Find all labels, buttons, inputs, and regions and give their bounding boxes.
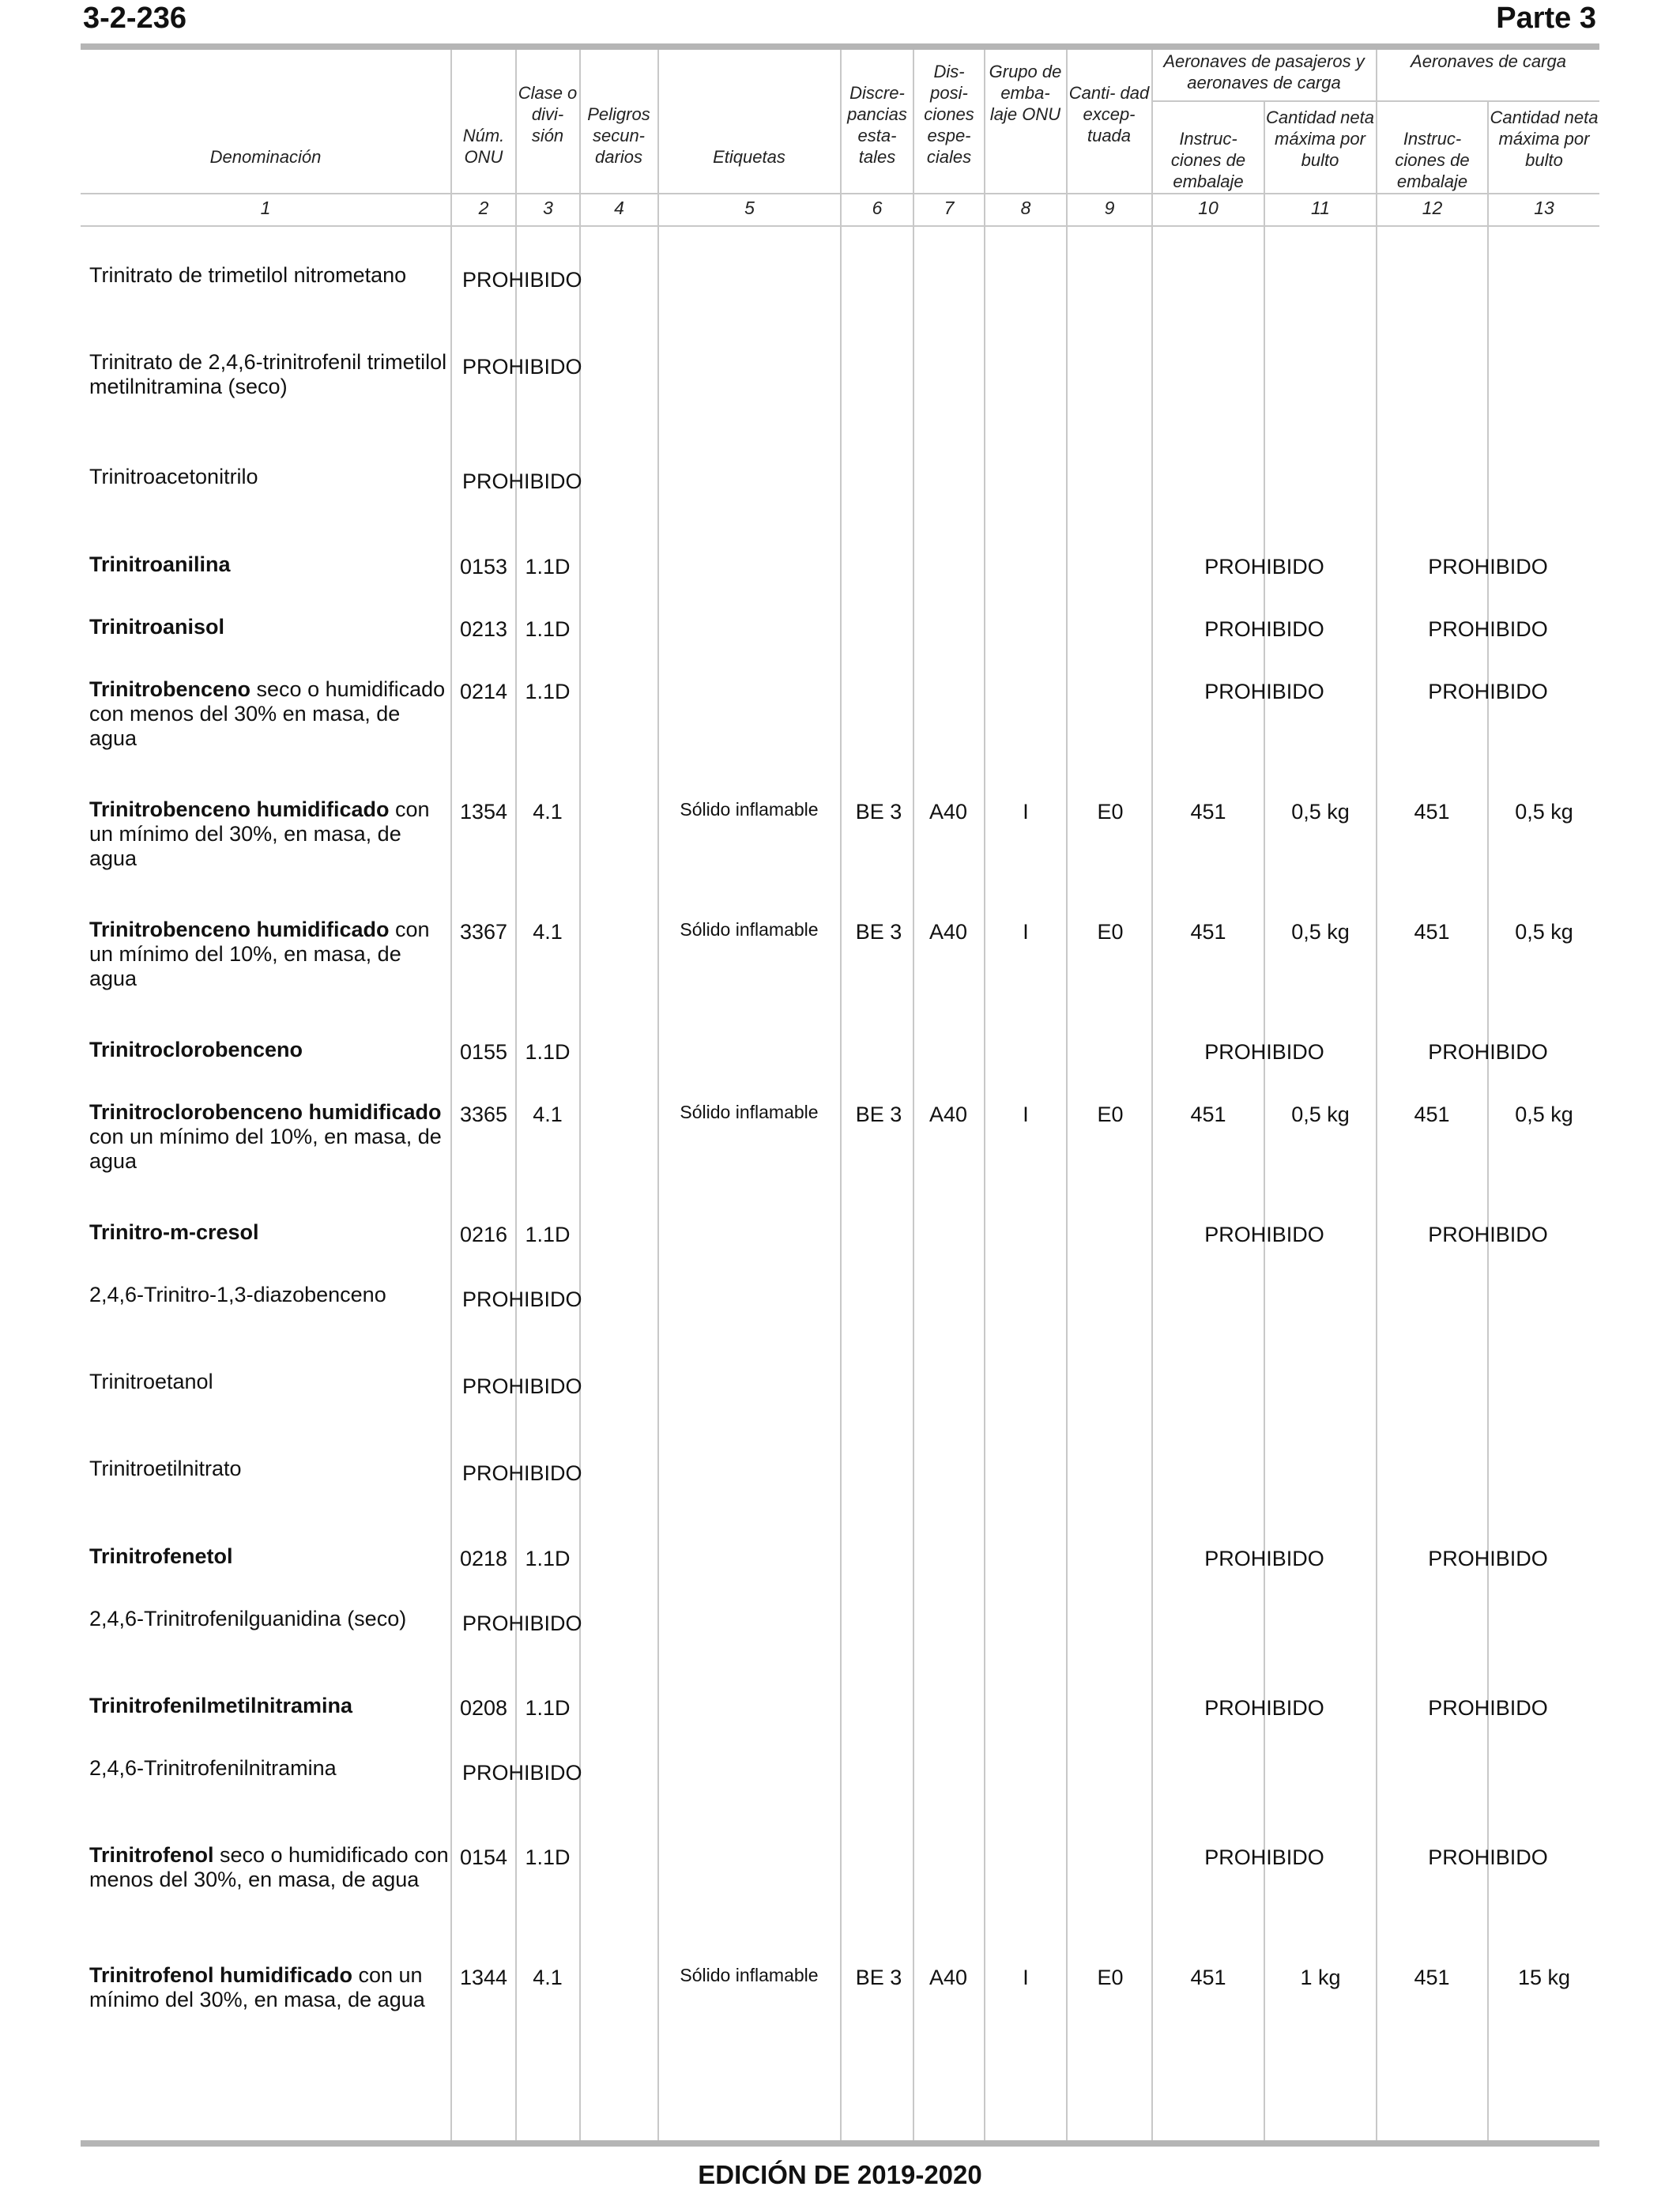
substance-name-rest: con un mínimo del 10%, en masa, de agua	[89, 1125, 442, 1173]
packing-instruction-passenger: 451	[1190, 1103, 1226, 1126]
column-number: 7	[944, 198, 955, 218]
packing-group: I	[1023, 1966, 1029, 1989]
column-number-rule	[81, 225, 1599, 227]
class-division: 1.1D	[525, 555, 571, 579]
substance-name-rest: Trinitrato de trimetilol nitrometano	[89, 263, 407, 287]
cargo-prohibited: PROHIBIDO	[1428, 555, 1548, 579]
passenger-prohibited: PROHIBIDO	[1204, 1547, 1324, 1570]
state-variation: BE 3	[855, 1966, 902, 1989]
substance-name	[89, 1283, 449, 1307]
un-number: 3367	[459, 920, 508, 944]
col-divider	[1066, 50, 1068, 2140]
excepted-quantity: E0	[1097, 1103, 1124, 1126]
class-division: 1.1D	[525, 1547, 571, 1570]
max-quantity-passenger: 0,5 kg	[1291, 800, 1350, 824]
hazard-label: Sólido inflamable	[680, 1965, 819, 1985]
header-cantidad-exceptuada: Canti- dad excep- tuada	[1068, 83, 1150, 145]
cargo-prohibited: PROHIBIDO	[1428, 680, 1548, 703]
un-number: 1354	[459, 800, 508, 824]
header-instrucciones-carga: Instruc- ciones de embalaje	[1395, 129, 1470, 191]
substance-name-rest: Trinitroetilnitrato	[89, 1457, 242, 1480]
prohibited-status: PROHIBIDO	[462, 268, 582, 292]
state-variation: BE 3	[855, 1103, 902, 1126]
packing-instruction-cargo: 451	[1414, 920, 1450, 944]
top-rule	[81, 43, 1599, 50]
un-number: 0153	[459, 555, 508, 579]
header-disposiciones: Dis- posi- ciones espe- ciales	[924, 62, 974, 167]
substance-name	[89, 1756, 449, 1781]
class-division: 1.1D	[525, 1040, 571, 1064]
substance-name	[89, 1220, 449, 1245]
excepted-quantity: E0	[1097, 800, 1124, 824]
class-division: 1.1D	[525, 1223, 571, 1246]
substance-name	[89, 552, 449, 577]
prohibited-status: PROHIBIDO	[462, 1374, 582, 1398]
substance-name-bold: Trinitrofenilmetilnitramina	[89, 1694, 353, 1717]
substance-name-bold: Trinitrofenol humidificado	[89, 1963, 352, 1987]
column-number: 4	[614, 198, 624, 218]
max-quantity-passenger: 1 kg	[1300, 1966, 1341, 1989]
substance-name-bold: Trinitrofenol	[89, 1843, 214, 1867]
column-number: 11	[1311, 198, 1330, 218]
col-divider	[913, 50, 914, 2140]
max-quantity-passenger: 0,5 kg	[1291, 920, 1350, 944]
un-number: 0216	[459, 1223, 508, 1246]
state-variation: BE 3	[855, 800, 902, 824]
special-provision: A40	[929, 800, 968, 824]
hazard-label: Sólido inflamable	[680, 799, 819, 820]
class-division: 1.1D	[525, 1696, 571, 1720]
packing-instruction-cargo: 451	[1414, 1103, 1450, 1126]
header-group-pasajeros: Aeronaves de pasajeros y aeronaves de carga	[1163, 51, 1365, 92]
special-provision: A40	[929, 920, 968, 944]
substance-name	[89, 350, 449, 399]
cargo-prohibited: PROHIBIDO	[1428, 1547, 1548, 1570]
cargo-prohibited: PROHIBIDO	[1428, 1223, 1548, 1246]
passenger-prohibited: PROHIBIDO	[1204, 680, 1324, 703]
substance-name-rest: con un mínimo del 10%, en masa, de agua	[89, 918, 430, 990]
hazard-label: Sólido inflamable	[680, 919, 819, 940]
excepted-quantity: E0	[1097, 920, 1124, 944]
substance-name	[89, 1694, 449, 1718]
header-num-onu: Núm. ONU	[462, 126, 505, 167]
substance-name	[89, 465, 449, 489]
un-number: 0214	[459, 680, 508, 703]
col-divider	[657, 50, 659, 2140]
prohibited-status: PROHIBIDO	[462, 355, 582, 379]
prohibited-status: PROHIBIDO	[462, 1461, 582, 1485]
substance-name-rest: con un mínimo del 30%, en masa, de agua	[89, 1963, 425, 2011]
class-division: 4.1	[533, 920, 563, 944]
prohibited-status: PROHIBIDO	[462, 1761, 582, 1785]
header-grupo-embalaje: Grupo de emba- laje ONU	[989, 62, 1062, 124]
col-divider	[1487, 101, 1489, 2140]
substance-name-rest: 2,4,6-Trinitro-1,3-diazobenceno	[89, 1283, 386, 1306]
max-quantity-cargo: 0,5 kg	[1515, 1103, 1573, 1126]
packing-group: I	[1023, 1103, 1029, 1126]
substance-name	[89, 615, 449, 639]
column-number: 10	[1198, 198, 1219, 218]
header-etiquetas: Etiquetas	[713, 147, 785, 167]
page-number: 3-2-236	[83, 2, 186, 35]
header-group-rule	[1151, 100, 1599, 102]
substance-name	[89, 263, 449, 288]
un-number: 0218	[459, 1547, 508, 1570]
col-divider	[984, 50, 985, 2140]
packing-group: I	[1023, 920, 1029, 944]
column-number: 1	[260, 198, 271, 218]
substance-name	[89, 1963, 449, 2012]
header-peligros: Peligros secun- darios	[587, 104, 650, 167]
substance-name-rest: Trinitroetanol	[89, 1370, 213, 1393]
max-quantity-cargo: 0,5 kg	[1515, 920, 1573, 944]
un-number: 0154	[459, 1845, 508, 1869]
substance-name	[89, 918, 449, 991]
special-provision: A40	[929, 1103, 968, 1126]
un-number: 0213	[459, 617, 508, 641]
substance-name-bold: Trinitroanilina	[89, 552, 231, 576]
column-number: 13	[1534, 198, 1554, 218]
passenger-prohibited: PROHIBIDO	[1204, 1696, 1324, 1720]
substance-name-bold: Trinitroclorobenceno humidificado	[89, 1100, 442, 1124]
packing-instruction-passenger: 451	[1190, 920, 1226, 944]
col-divider	[840, 50, 842, 2140]
col-divider	[1376, 50, 1377, 2140]
substance-name-rest: 2,4,6-Trinitrofenilnitramina	[89, 1756, 337, 1780]
column-number: 5	[744, 198, 755, 218]
header-rule	[81, 193, 1599, 194]
prohibited-status: PROHIBIDO	[462, 1287, 582, 1311]
substance-name	[89, 1544, 449, 1569]
class-division: 1.1D	[525, 617, 571, 641]
cargo-prohibited: PROHIBIDO	[1428, 1845, 1548, 1869]
column-number: 3	[543, 198, 553, 218]
max-quantity-passenger: 0,5 kg	[1291, 1103, 1350, 1126]
substance-name	[89, 1457, 449, 1481]
substance-name	[89, 1843, 449, 1892]
cargo-prohibited: PROHIBIDO	[1428, 1696, 1548, 1720]
substance-name-bold: Trinitroclorobenceno	[89, 1038, 303, 1061]
column-number: 2	[478, 198, 489, 218]
passenger-prohibited: PROHIBIDO	[1204, 555, 1324, 579]
column-number: 9	[1104, 198, 1115, 218]
passenger-prohibited: PROHIBIDO	[1204, 1040, 1324, 1064]
substance-name	[89, 1607, 449, 1631]
substance-name-bold: Trinitrobenceno humidificado	[89, 918, 390, 941]
packing-instruction-cargo: 451	[1414, 1966, 1450, 1989]
substance-name-rest: 2,4,6-Trinitrofenilguanidina (seco)	[89, 1607, 407, 1630]
special-provision: A40	[929, 1966, 968, 1989]
substance-name	[89, 677, 449, 751]
substance-name-rest: Trinitroacetonitrilo	[89, 465, 258, 488]
substance-name	[89, 797, 449, 871]
substance-name-rest: con un mínimo del 30%, en masa, de agua	[89, 797, 430, 870]
max-quantity-cargo: 15 kg	[1517, 1966, 1571, 1989]
edition-footer: EDICIÓN DE 2019-2020	[698, 2160, 982, 2189]
cargo-prohibited: PROHIBIDO	[1428, 617, 1548, 641]
prohibited-status: PROHIBIDO	[462, 1612, 582, 1635]
column-number: 8	[1020, 198, 1031, 218]
substance-name-rest: seco o humidificado con menos del 30%, en masa, de agua	[89, 1843, 449, 1891]
header-group-carga: Aeronaves de carga	[1411, 51, 1566, 71]
header-cantidad-pasajeros: Cantidad neta máxima por bulto	[1266, 107, 1374, 170]
class-division: 4.1	[533, 800, 563, 824]
part-label: Parte 3	[1496, 2, 1596, 35]
header-clase: Clase o divi- sión	[518, 83, 578, 145]
substance-name-rest: Trinitrato de 2,4,6-trinitrofenil trimetilol metilnitramina (seco)	[89, 350, 447, 398]
passenger-prohibited: PROHIBIDO	[1204, 1223, 1324, 1246]
un-number: 0208	[459, 1696, 508, 1720]
packing-instruction-cargo: 451	[1414, 800, 1450, 824]
packing-instruction-passenger: 451	[1190, 800, 1226, 824]
header-cantidad-carga: Cantidad neta máxima por bulto	[1490, 107, 1599, 170]
un-number: 1344	[459, 1966, 508, 1989]
excepted-quantity: E0	[1097, 1966, 1124, 1989]
header-instrucciones-pasajeros: Instruc- ciones de embalaje	[1170, 129, 1246, 191]
col-divider	[1264, 101, 1265, 2140]
passenger-prohibited: PROHIBIDO	[1204, 617, 1324, 641]
substance-name-bold: Trinitrobenceno	[89, 677, 251, 701]
column-number: 12	[1422, 198, 1443, 218]
column-number: 6	[872, 198, 883, 218]
substance-name-bold: Trinitroanisol	[89, 615, 225, 639]
cargo-prohibited: PROHIBIDO	[1428, 1040, 1548, 1064]
max-quantity-cargo: 0,5 kg	[1515, 800, 1573, 824]
col-divider	[1151, 50, 1153, 2140]
class-division: 4.1	[533, 1103, 563, 1126]
un-number: 3365	[459, 1103, 508, 1126]
passenger-prohibited: PROHIBIDO	[1204, 1845, 1324, 1869]
hazard-label: Sólido inflamable	[680, 1102, 819, 1122]
col-divider	[450, 50, 452, 2140]
substance-name	[89, 1038, 449, 1062]
class-division: 1.1D	[525, 680, 571, 703]
substance-name-rest: seco o humidificado con menos del 30% en masa, de agua	[89, 677, 446, 750]
header-denominacion: Denominación	[209, 147, 322, 167]
packing-instruction-passenger: 451	[1190, 1966, 1226, 1989]
substance-name-bold: Trinitro-m-cresol	[89, 1220, 259, 1244]
class-division: 1.1D	[525, 1845, 571, 1869]
bottom-rule	[81, 2140, 1599, 2147]
class-division: 4.1	[533, 1966, 563, 1989]
prohibited-status: PROHIBIDO	[462, 469, 582, 493]
packing-group: I	[1023, 800, 1029, 824]
substance-name	[89, 1370, 449, 1394]
un-number: 0155	[459, 1040, 508, 1064]
substance-name	[89, 1100, 449, 1174]
header-discrepancias: Discre- pancias esta- tales	[847, 83, 907, 167]
state-variation: BE 3	[855, 920, 902, 944]
substance-name-bold: Trinitrofenetol	[89, 1544, 233, 1568]
substance-name-bold: Trinitrobenceno humidificado	[89, 797, 390, 821]
